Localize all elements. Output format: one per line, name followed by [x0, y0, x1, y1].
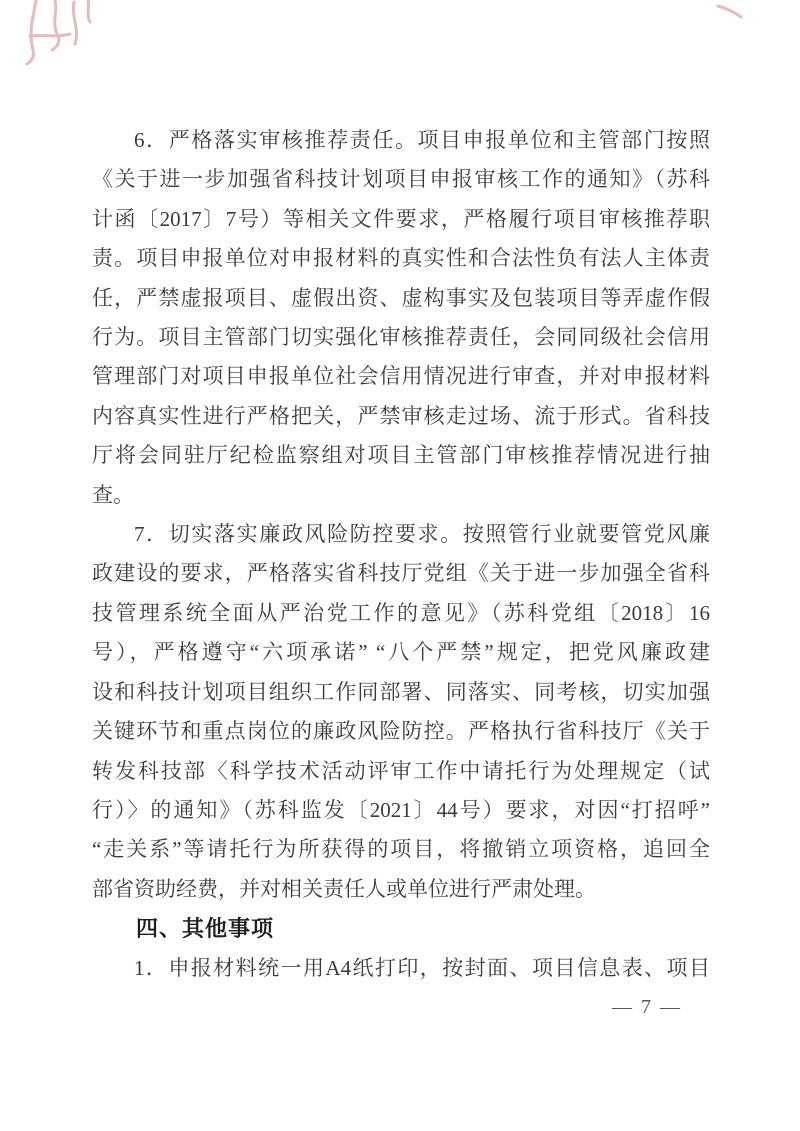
- paragraph-7-line: 关键环节和重点岗位的廉政风险防控。严格执行省科技厅《关于: [92, 719, 710, 744]
- paragraph-6-line: 责。项目申报单位对申报材料的真实性和合法性负有法人主体责: [92, 246, 710, 271]
- paragraph-6-line: 6．严格落实审核推荐责任。项目申报单位和主管部门按照: [134, 128, 710, 152]
- red-ink-marks: [0, 0, 800, 90]
- paragraph-7-line: 部省资助经费，并对相关责任人或单位进行严肃处理。: [92, 876, 596, 901]
- paragraph-6-line: 管理部门对项目申报单位社会信用情况进行审查，并对申报材料: [92, 364, 710, 389]
- paragraph-6-line: 内容真实性进行严格把关，严禁审核走过场、流于形式。省科技: [92, 403, 710, 428]
- paragraph-6-line: 《关于进一步加强省科技计划项目申报审核工作的通知》（苏科: [92, 167, 710, 192]
- paragraph-6-line: 行为。项目主管部门切实强化审核推荐责任，会同同级社会信用: [92, 325, 710, 350]
- paragraph-6-line: 查。: [92, 482, 134, 507]
- section-heading: 四、其他事项: [136, 916, 275, 942]
- paragraph-7-line: 号），严格遵守“六项承诺” “八个严禁”规定，把党风廉政建: [92, 640, 710, 665]
- paragraph-7-line: 政建设的要求，严格落实省科技厅党组《关于进一步加强全省科: [92, 561, 710, 586]
- paragraph-7-line: 技管理系统全面从严治党工作的意见》（苏科党组〔2018〕16: [92, 600, 710, 625]
- paragraph-6-line: 厅将会同驻厅纪检监察组对项目主管部门审核推荐情况进行抽: [92, 443, 710, 468]
- paragraph-7-line: 转发科技部〈科学技术活动评审工作中请托行为处理规定（试: [92, 758, 710, 783]
- page-number: — 7 —: [612, 995, 682, 1018]
- other-items-line: 1．申报材料统一用A4纸打印，按封面、项目信息表、项目: [134, 955, 710, 980]
- paragraph-7-line: 行）〉的通知》（苏科监发〔2021〕44号）要求，对因“打招呼”: [92, 797, 710, 822]
- paragraph-6-line: 计函〔2017〕7号）等相关文件要求，严格履行项目审核推荐职: [92, 206, 710, 231]
- document-body: [92, 121, 710, 1027]
- paragraph-7-line: 设和科技计划项目组织工作同部署、同落实、同考核，切实加强: [92, 679, 710, 704]
- paragraph-6-line: 任，严禁虚报项目、虚假出资、虚构事实及包装项目等弄虚作假: [92, 285, 710, 310]
- paragraph-7-line: 7．切实落实廉政风险防控要求。按照管行业就要管党风廉: [134, 522, 710, 547]
- paragraph-7-line: “走关系”等请托行为所获得的项目，将撤销立项资格，追回全: [92, 837, 710, 862]
